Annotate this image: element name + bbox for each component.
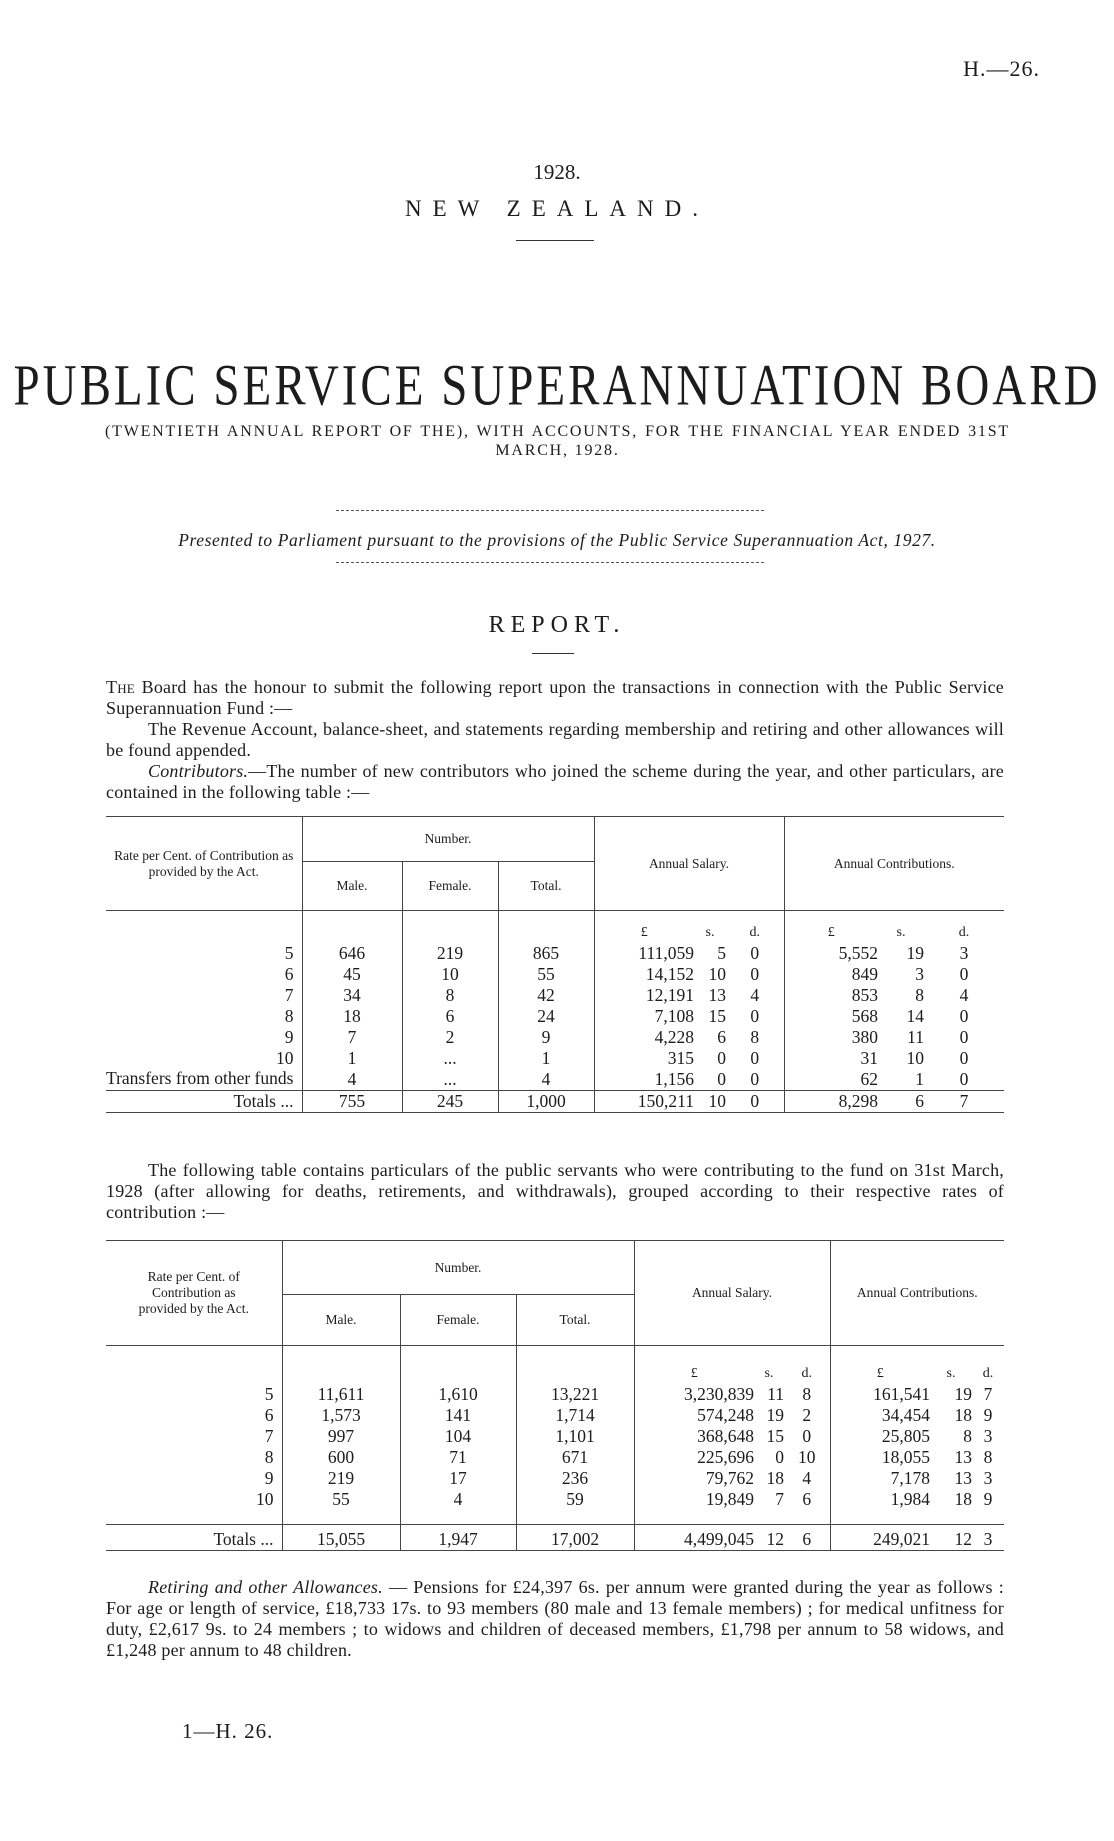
contrib-pence-cell: 9 — [983, 1405, 993, 1425]
salary-shillings-cell: 13 — [708, 985, 726, 1005]
contrib-shillings-cell: 8 — [963, 1426, 972, 1446]
salary-pence-cell: 0 — [750, 1006, 760, 1026]
totals-label: Totals — [233, 1091, 276, 1111]
male-cell: 7 — [302, 1027, 402, 1048]
rate-header: Rate per Cent. of Contribution as provided by the Act. — [106, 817, 302, 911]
salary-shillings-cell: 10 — [708, 964, 726, 984]
female-cell: ... — [402, 1069, 498, 1091]
rate-header: Rate per Cent. of Contribution as provided by the Act. — [106, 1241, 282, 1346]
salary-pence-cell: 4 — [750, 985, 760, 1005]
male-header: Male. — [282, 1295, 400, 1346]
contrib-pounds-cell: 380 — [784, 1027, 878, 1048]
pence-unit: d. — [801, 1366, 812, 1381]
rate-cell: 6 — [284, 964, 294, 984]
salary-pounds-cell: 4,228 — [594, 1027, 694, 1048]
male-cell: 11,611 — [282, 1384, 400, 1405]
contrib-shillings-cell: 14 — [906, 1006, 924, 1026]
salary-pence-cell: 0 — [750, 943, 760, 963]
pence-unit: d. — [749, 925, 760, 940]
rate-cell: 5 — [264, 1384, 274, 1404]
rate-cell: 5 — [284, 943, 294, 963]
male-cell: 34 — [302, 985, 402, 1006]
contrib-pence-cell: 3 — [983, 1468, 993, 1488]
total-cell: 865 — [498, 943, 594, 964]
salary-pounds-cell: 368,648 — [634, 1426, 754, 1447]
contrib-pounds-total: 8,298 — [784, 1091, 878, 1113]
contrib-pence-cell: 4 — [959, 985, 969, 1005]
female-header: Female. — [402, 862, 498, 911]
contrib-pounds-cell: 5,552 — [784, 943, 878, 964]
presented-note: Presented to Parliament pursuant to the provisions of the Public Service Superannuation Act, 1927. — [178, 530, 936, 550]
male-cell: 1 — [302, 1048, 402, 1069]
sheet-reference: 1—H. 26. — [182, 1719, 274, 1743]
number-header: Number. — [282, 1241, 634, 1295]
table-row — [106, 985, 1004, 1006]
salary-pence-cell: 10 — [798, 1447, 816, 1467]
salary-pounds-cell: 19,849 — [634, 1489, 754, 1510]
total-cell: 4 — [498, 1069, 594, 1091]
table-row — [106, 1426, 1004, 1447]
contrib-pounds-cell: 7,178 — [830, 1468, 930, 1489]
salary-pence-cell: 0 — [750, 1048, 760, 1068]
male-cell: 55 — [282, 1489, 400, 1510]
salary-pence-cell: 0 — [750, 1069, 760, 1089]
salary-shillings-cell: 5 — [717, 943, 726, 963]
contributors-by-rate-table — [106, 1240, 1004, 1551]
totals-row — [106, 1091, 1004, 1113]
grand-total: 1,000 — [498, 1091, 594, 1113]
grand-total: 17,002 — [516, 1525, 634, 1551]
pence-unit: d. — [982, 1366, 994, 1381]
table-row — [106, 1048, 1004, 1069]
contributions-header: Annual Contributions. — [830, 1241, 1004, 1346]
salary-pounds-total: 4,499,045 — [634, 1525, 754, 1551]
contrib-pounds-cell: 25,805 — [830, 1426, 930, 1447]
salary-pounds-cell: 315 — [594, 1048, 694, 1069]
male-cell: 219 — [282, 1468, 400, 1489]
contrib-pence-cell: 0 — [959, 1048, 969, 1068]
pound-unit: £ — [830, 1346, 930, 1385]
shilling-unit: s. — [896, 925, 906, 940]
allowances-text: — Pensions for £24,397 6s. per annum were granted during the year as follows : For age or length of service, £18,733 17s. to 93 members (80 male and 13 female members) ; for medical unfitness for duty, £2,617 9s. to 24 members ; to widows and children of deceased members, £1,798 per annum to 58 widows, and £1,248 per annum to 48 children. — [106, 1577, 1004, 1660]
male-cell: 997 — [282, 1426, 400, 1447]
table-row — [106, 1027, 1004, 1048]
contrib-pounds-cell: 31 — [784, 1048, 878, 1069]
contrib-pence-cell: 8 — [983, 1447, 993, 1467]
contrib-pence-cell: 9 — [983, 1489, 993, 1509]
female-header: Female. — [400, 1295, 516, 1346]
salary-shillings-cell: 18 — [766, 1468, 784, 1488]
salary-shillings-cell: 11 — [767, 1384, 784, 1404]
contrib-pence-total: 7 — [959, 1091, 969, 1111]
rate-cell: 7 — [284, 985, 294, 1005]
country-heading: NEW ZEALAND. — [404, 196, 710, 221]
total-cell: 236 — [516, 1468, 634, 1489]
total-header: Total. — [498, 862, 594, 911]
table-row — [106, 1006, 1004, 1027]
male-cell: 646 — [302, 943, 402, 964]
female-cell: 104 — [400, 1426, 516, 1447]
pound-unit: £ — [594, 911, 694, 944]
salary-shillings-cell: 15 — [766, 1426, 784, 1446]
salary-shillings-cell: 0 — [775, 1447, 784, 1467]
shilling-unit: s. — [764, 1366, 774, 1381]
salary-pounds-cell: 111,059 — [594, 943, 694, 964]
female-cell: 17 — [400, 1468, 516, 1489]
salary-pounds-cell: 14,152 — [594, 964, 694, 985]
total-cell: 1,714 — [516, 1405, 634, 1426]
report-heading: REPORT. — [488, 612, 626, 638]
contrib-shillings-cell: 13 — [954, 1447, 972, 1467]
male-header: Male. — [302, 862, 402, 911]
total-cell: 24 — [498, 1006, 594, 1027]
contrib-pence-cell: 3 — [983, 1426, 993, 1446]
contrib-pounds-cell: 18,055 — [830, 1447, 930, 1468]
contrib-pence-total: 3 — [983, 1529, 993, 1549]
new-contributors-table — [106, 816, 1004, 1113]
salary-pence-cell: 0 — [802, 1426, 812, 1446]
contrib-pounds-cell: 849 — [784, 964, 878, 985]
total-cell: 59 — [516, 1489, 634, 1510]
table-row — [106, 1405, 1004, 1426]
totals-row — [106, 1525, 1004, 1551]
allowances-paragraph — [106, 1577, 1004, 1661]
totals-dots: ... — [260, 1529, 274, 1549]
table-row — [106, 943, 1004, 964]
pound-unit: £ — [634, 1346, 754, 1385]
salary-pounds-total: 150,211 — [594, 1091, 694, 1113]
total-cell: 55 — [498, 964, 594, 985]
contrib-pounds-cell: 62 — [784, 1069, 878, 1091]
rate-cell: 10 — [256, 1489, 274, 1509]
male-total: 15,055 — [282, 1525, 400, 1551]
salary-pounds-cell: 12,191 — [594, 985, 694, 1006]
rate-cell: 8 — [284, 1006, 294, 1026]
contributing-paragraph: The following table contains particulars of the public servants who were contributing to the fund on 31st March, 1928 (after allowing for deaths, retirements, and withdrawals), grouped according to their respective rates of contribution :— — [106, 1160, 1004, 1222]
contrib-shillings-cell: 11 — [907, 1027, 924, 1047]
salary-pence-cell: 0 — [750, 964, 760, 984]
salary-shillings-cell: 6 — [717, 1027, 726, 1047]
report-title: PUBLIC SERVICE SUPERANNUATION BOARD — [13, 353, 1101, 419]
contrib-shillings-cell: 13 — [954, 1468, 972, 1488]
rate-cell: Transfers from other funds — [106, 1068, 294, 1088]
accounts-paragraph: The Revenue Account, balance-sheet, and statements regarding membership and retiring and other allowances will be found appended. — [106, 719, 1004, 760]
contrib-pence-cell: 3 — [959, 943, 969, 963]
contributors-text: —The number of new contributors who joined the scheme during the year, and other particulars, are contained in the following table :— — [106, 761, 1004, 802]
salary-pounds-cell: 1,156 — [594, 1069, 694, 1091]
contrib-pence-cell: 7 — [983, 1384, 993, 1404]
contrib-shillings-cell: 8 — [915, 985, 924, 1005]
pound-unit: £ — [784, 911, 878, 944]
salary-shillings-cell: 0 — [717, 1069, 726, 1089]
divider-dashed-bottom — [336, 562, 764, 563]
female-cell: 8 — [402, 985, 498, 1006]
pence-unit: d. — [958, 925, 970, 940]
report-heading-divider — [532, 653, 574, 654]
female-cell: 141 — [400, 1405, 516, 1426]
male-cell: 600 — [282, 1447, 400, 1468]
shilling-unit: s. — [705, 925, 715, 940]
contrib-shillings-cell: 1 — [915, 1069, 924, 1089]
table-row — [106, 1468, 1004, 1489]
female-cell: 4 — [400, 1489, 516, 1510]
salary-pounds-cell: 574,248 — [634, 1405, 754, 1426]
document-reference: H.—26. — [963, 56, 1040, 81]
total-cell: 42 — [498, 985, 594, 1006]
male-cell: 1,573 — [282, 1405, 400, 1426]
contrib-pounds-total: 249,021 — [830, 1525, 930, 1551]
table-row — [106, 1489, 1004, 1510]
total-cell: 9 — [498, 1027, 594, 1048]
allowances-label: Retiring and other Allowances. — [148, 1577, 383, 1597]
contrib-shillings-cell: 19 — [954, 1384, 972, 1404]
female-cell: ... — [402, 1048, 498, 1069]
male-total: 755 — [302, 1091, 402, 1113]
salary-pence-cell: 6 — [802, 1489, 812, 1509]
table-row — [106, 1069, 1004, 1091]
contrib-pence-cell: 0 — [959, 964, 969, 984]
contrib-shillings-cell: 10 — [906, 1048, 924, 1068]
female-cell: 6 — [402, 1006, 498, 1027]
table-row — [106, 1384, 1004, 1405]
salary-header: Annual Salary. — [594, 817, 784, 911]
rate-cell: 9 — [284, 1027, 294, 1047]
female-total: 1,947 — [400, 1525, 516, 1551]
contrib-pounds-cell: 853 — [784, 985, 878, 1006]
contrib-pence-cell: 0 — [959, 1069, 969, 1089]
rate-cell: 10 — [276, 1048, 294, 1068]
salary-pence-total: 6 — [802, 1529, 812, 1549]
male-cell: 4 — [302, 1069, 402, 1091]
salary-pounds-cell: 3,230,839 — [634, 1384, 754, 1405]
contrib-shillings-total: 6 — [915, 1091, 924, 1111]
total-cell: 1 — [498, 1048, 594, 1069]
contrib-shillings-cell: 19 — [906, 943, 924, 963]
total-cell: 671 — [516, 1447, 634, 1468]
salary-header: Annual Salary. — [634, 1241, 830, 1346]
salary-pounds-cell: 7,108 — [594, 1006, 694, 1027]
salary-shillings-cell: 15 — [708, 1006, 726, 1026]
salary-pence-cell: 8 — [750, 1027, 760, 1047]
rate-cell: 6 — [264, 1405, 274, 1425]
rate-cell: 8 — [264, 1447, 274, 1467]
contrib-shillings-cell: 18 — [954, 1489, 972, 1509]
female-cell: 1,610 — [400, 1384, 516, 1405]
contributions-header: Annual Contributions. — [784, 817, 1004, 911]
salary-shillings-cell: 0 — [717, 1048, 726, 1068]
salary-pounds-cell: 225,696 — [634, 1447, 754, 1468]
female-cell: 10 — [402, 964, 498, 985]
rate-cell: 9 — [264, 1468, 274, 1488]
female-total: 245 — [402, 1091, 498, 1113]
divider-dashed-top — [336, 510, 764, 511]
salary-pence-total: 0 — [750, 1091, 760, 1111]
totals-dots: ... — [280, 1091, 294, 1111]
salary-shillings-cell: 19 — [766, 1405, 784, 1425]
table-row — [106, 964, 1004, 985]
contrib-shillings-cell: 18 — [954, 1405, 972, 1425]
salary-pence-cell: 2 — [802, 1405, 812, 1425]
rate-cell: 7 — [264, 1426, 274, 1446]
number-header: Number. — [302, 817, 594, 862]
contrib-pounds-cell: 568 — [784, 1006, 878, 1027]
salary-pence-cell: 8 — [802, 1384, 812, 1404]
total-cell: 1,101 — [516, 1426, 634, 1447]
salary-shillings-cell: 7 — [775, 1489, 784, 1509]
contrib-pence-cell: 0 — [959, 1006, 969, 1026]
intro-paragraph — [106, 677, 1004, 803]
salary-shillings-total: 12 — [766, 1529, 784, 1549]
female-cell: 219 — [402, 943, 498, 964]
shilling-unit: s. — [946, 1366, 956, 1381]
intro-lead-word: The — [106, 677, 135, 697]
totals-label: Totals — [213, 1529, 256, 1549]
female-cell: 71 — [400, 1447, 516, 1468]
total-cell: 13,221 — [516, 1384, 634, 1405]
salary-shillings-total: 10 — [708, 1091, 726, 1111]
intro-text: Board has the honour to submit the following report upon the transactions in connection with the Public Service Superannuation Fund :— — [106, 677, 1004, 718]
contributors-paragraph — [106, 761, 1004, 803]
table-row — [106, 1447, 1004, 1468]
total-header: Total. — [516, 1295, 634, 1346]
female-cell: 2 — [402, 1027, 498, 1048]
male-cell: 18 — [302, 1006, 402, 1027]
salary-pounds-cell: 79,762 — [634, 1468, 754, 1489]
report-year: 1928. — [533, 160, 581, 184]
salary-pence-cell: 4 — [802, 1468, 812, 1488]
contrib-pounds-cell: 1,984 — [830, 1489, 930, 1510]
male-cell: 45 — [302, 964, 402, 985]
contrib-shillings-cell: 3 — [915, 964, 924, 984]
report-subtitle: (TWENTIETH ANNUAL REPORT OF THE), WITH ACCOUNTS, FOR THE FINANCIAL YEAR ENDED 31ST MARCH, 1928. — [105, 423, 1010, 459]
contrib-pounds-cell: 34,454 — [830, 1405, 930, 1426]
contributors-label: Contributors. — [148, 761, 249, 781]
contrib-pounds-cell: 161,541 — [830, 1384, 930, 1405]
title-divider — [516, 240, 594, 241]
contrib-pence-cell: 0 — [959, 1027, 969, 1047]
contrib-shillings-total: 12 — [954, 1529, 972, 1549]
